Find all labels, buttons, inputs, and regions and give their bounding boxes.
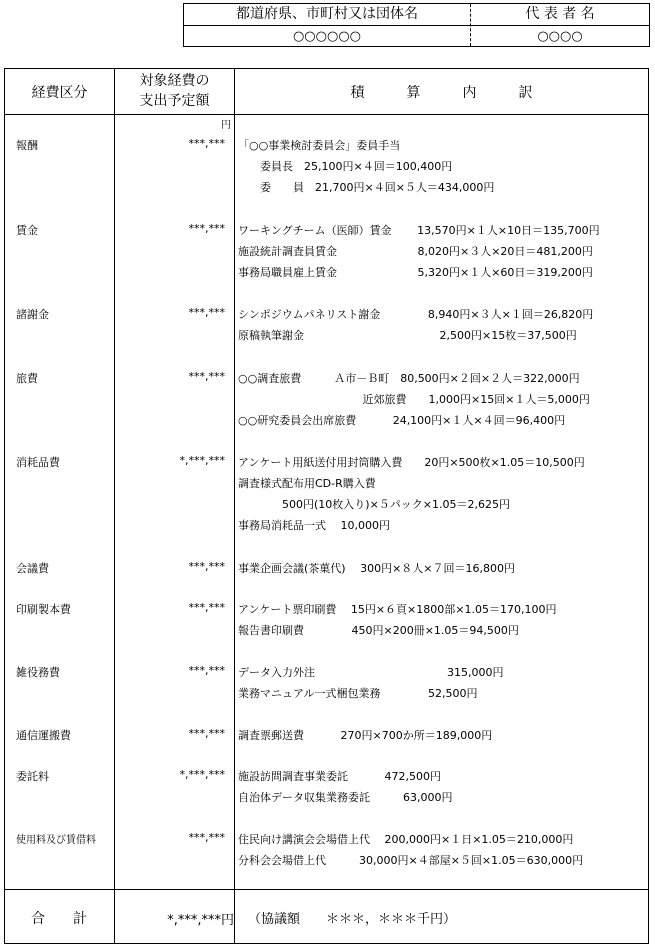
row-category: 委託料 (16, 770, 49, 783)
col-header-category: 経費区分 (31, 85, 88, 101)
row-detail-line: 事業企画会議(茶菓代) 300円×８人×７回＝16,800円 (238, 562, 515, 575)
rep-value: ○○○○ (537, 29, 583, 44)
row-detail-line: 報告書印刷費 450円×200冊×1.05＝94,500円 (238, 624, 519, 637)
col-divider-1 (114, 69, 115, 943)
org-label: 都道府県、市町村又は団体名 (236, 6, 418, 22)
row-detail-line: 業務マニュアル一式梱包業務 52,500円 (238, 687, 478, 700)
total-top-line (5, 889, 648, 890)
row-amount: ***,*** (188, 664, 225, 677)
row-amount: *,***,*** (179, 454, 225, 467)
header-bottom-line (5, 114, 648, 115)
row-detail-line: 住民向け講演会会場借上代 200,000円×１日×1.05＝210,000円 (238, 833, 574, 846)
row-detail-line: 自治体データ収集業務委託 63,000円 (238, 791, 453, 804)
row-detail-line: 委員長 25,100円×４回＝100,400円 (238, 160, 453, 173)
row-amount: ***,*** (188, 560, 225, 573)
row-detail-line: ワーキングチーム（医師）賃金 13,570円×１人×10日＝135,700円 (238, 224, 600, 237)
row-category: 会議費 (16, 562, 49, 575)
row-detail-line: ○○調査旅費 Ａ市－Ｂ町 80,500円×２回×２人＝322,000円 (238, 372, 580, 385)
rep-label: 代 表 者 名 (525, 6, 595, 22)
row-category: 消耗品費 (16, 456, 60, 469)
header-box (183, 3, 650, 47)
org-value: ○○○○○○ (292, 29, 362, 44)
row-category: 雑役務費 (16, 666, 60, 679)
row-detail-line: データ入力外注 315,000円 (238, 666, 504, 679)
row-detail-line: 調査票郵送費 270円×700か所＝189,000円 (238, 729, 493, 742)
row-amount: ***,*** (188, 137, 225, 150)
row-detail-line: 分科会会場借上代 30,000円×４部屋×５回×1.05＝630,000円 (238, 854, 584, 867)
row-detail-line: アンケート用紙送付用封筒購入費 20円×500枚×1.05＝10,500円 (238, 456, 585, 469)
row-detail-line: アンケート票印刷費 15円×６頁×1800部×1.05＝170,100円 (238, 603, 557, 616)
row-category: 印刷製本費 (16, 603, 71, 616)
budget-table (4, 68, 649, 944)
row-detail-line: 近郊旅費 1,000円×15回×１人＝5,000円 (238, 393, 590, 406)
row-amount: ***,*** (188, 601, 225, 614)
row-detail-line: ○○研究委員会出席旅費 24,100円×１人×４回＝96,400円 (238, 414, 566, 427)
row-detail-line: 原稿執筆謝金 2,500円×15枚＝37,500円 (238, 329, 577, 342)
total-note: （協議額 ＊＊＊，＊＊＊千円） (248, 912, 457, 927)
row-category: 報酬 (16, 139, 38, 152)
row-detail-line: 調査様式配布用CD-R購入費 (238, 477, 376, 490)
row-amount: ***,*** (188, 831, 225, 844)
row-category: 通信運搬費 (16, 729, 71, 742)
row-category: 旅費 (16, 372, 38, 385)
row-detail-line: シンポジウムパネリスト謝金 8,940円×３人×１回＝26,820円 (238, 308, 594, 321)
total-label: 合 計 (31, 911, 87, 927)
row-detail-line: 事務局職員雇上賃金 5,320円×１人×60日＝319,200円 (238, 266, 593, 279)
row-amount: ***,*** (188, 727, 225, 740)
row-category: 諸謝金 (16, 308, 49, 321)
row-amount: ***,*** (188, 306, 225, 319)
row-detail-line: 事務局消耗品一式 10,000円 (238, 519, 390, 532)
row-category: 賃金 (16, 224, 38, 237)
row-detail-line: 施設統計調査員賃金 8,020円×３人×20日＝481,200円 (238, 245, 593, 258)
row-detail-line: 委 員 21,700円×４回×５人＝434,000円 (238, 181, 495, 194)
unit-label: 円 (221, 120, 231, 131)
row-detail-line: 500円(10枚入り)×５パック×1.05＝2,625円 (238, 498, 510, 511)
row-detail-line: 施設訪問調査事業委託 472,500円 (238, 770, 441, 783)
col-divider-2 (234, 69, 235, 943)
total-amount: *,***,***円 (167, 913, 234, 928)
row-category: 使用料及び賃借料 (16, 835, 96, 846)
row-amount: *,***,*** (179, 768, 225, 781)
row-detail-line: 「○○事業検討委員会」委員手当 (238, 139, 401, 152)
col-header-amount-1: 対象経費の (139, 73, 210, 89)
col-header-amount-2: 支出予定額 (139, 93, 210, 109)
row-amount: ***,*** (188, 222, 225, 235)
row-amount: ***,*** (188, 370, 225, 383)
col-header-detail: 積 算 内 訳 (350, 85, 533, 101)
